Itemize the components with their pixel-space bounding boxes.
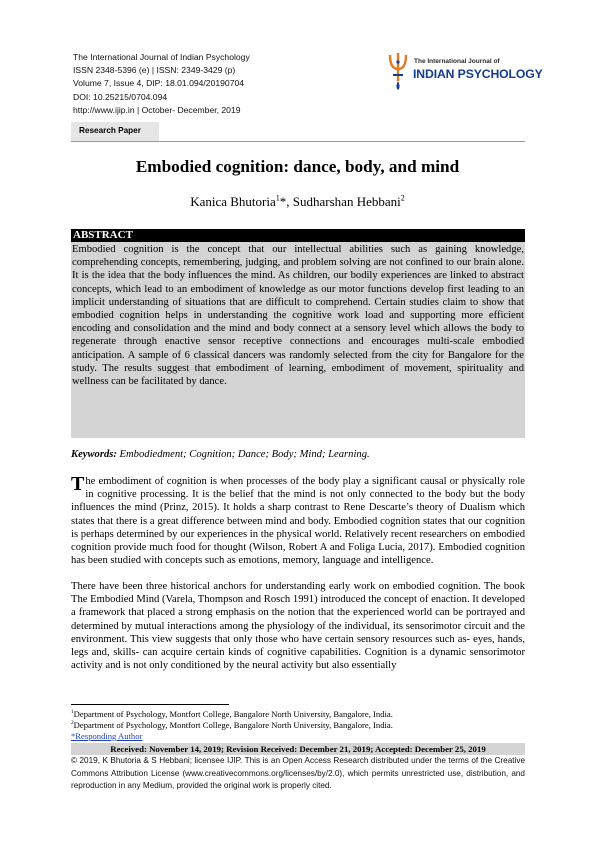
journal-logo <box>387 51 543 93</box>
body-paragraph-2: There have been three historical anchors for understanding early work on embodied cognition. The book The Embodied Mind (Varela, Thompson and Rosch 1991) introduced the concept of enaction. It developed a framework that placed a strong emphasis on the notion that the experienced world can be portrayed and determined by mutual interactions among the physiology of the individual, its sensorimotor circuit and the environment. This view suggests that only those who have certain sensory resources such as- eyes, hands, legs and, skills- can acquire certain kinds of cognitive capabilities. Cognition is a dynamic sensorimotor activity and is not only conditioned by the neural activity but also essentially <box>71 581 525 672</box>
keywords-label: Keywords: <box>71 449 117 460</box>
received-dates: Received: November 14, 2019; Revision Received: December 21, 2019; Accepted: December 25, 2019 <box>71 743 525 755</box>
footnote-1-num: 1 <box>71 709 74 716</box>
author-1-name: Kanica Bhutoria <box>190 194 276 209</box>
body-paragraph-1-text: he embodiment of cognition is when processes of the body play a significant causal or physically role in cognitive processing. It is the belief that the mind is not only connected to the body but the body influences the mind (Prinz, 2015). It holds a sharp contrast to Rene Descarte’s theory of Dualism which states that there is a great difference between mind and body. Embodied cognition states that our cognition is perhaps determined by our experiences in the physical world. Relatively recent researchers on embodied cognition provide much food for thought (Wilson, Robert A and Foliga Lucia, 2017). Embodied cognition has been studied with concepts such as emotions, memory, language and intelligence. <box>71 476 525 567</box>
author-1-mark: * <box>279 194 287 209</box>
journal-url: http://www.ijip.in | October- December, 2019 <box>73 104 241 115</box>
footnote-2-num: 2 <box>71 720 74 727</box>
journal-name: The International Journal of Indian Psychology <box>73 52 250 62</box>
author-2-name: Sudharshan Hebbani <box>292 194 401 209</box>
drop-cap: T <box>71 473 85 495</box>
logo-line1: The International Journal of <box>414 58 500 65</box>
author-list <box>0 194 595 210</box>
body-paragraph-1 <box>71 475 525 567</box>
footnote-2 <box>71 720 393 731</box>
logo-line2: INDIAN PSYCHOLOGY <box>413 67 543 81</box>
abstract-text: Embodied cognition is the concept that our intellectual abilities such as gaining knowledge, comprehending concepts, remembering, judging, and problem solving are not confined to our brain alone. It is the idea that the body influences the mind. As children, our bodily experiences are linked to abstract concepts, which lead to an embodiment of knowledge as our motor functions develop first leading to an implicit understanding of situations that are difficult to comprehend. Certain studies claim to show that embodied cognition helps in understanding the cognitive work load and supporting more efficient encoding and consolidation and the mind and body connect at a sensory level which allows the body to regenerate through enactive sensor receptive connections and encourages multi-scale embodied anticipation. A sample of 6 classical dancers was randomly selected from the city for Bangalore for the study. The results suggest that embodiment of learning, embodiment of movement, spirituality and wellness can be facilitated by dance. <box>72 244 524 388</box>
abstract-box <box>71 229 525 438</box>
article-type-label: Research Paper <box>79 126 141 135</box>
author-separator: , <box>286 194 293 209</box>
journal-volume: Volume 7, Issue 4, DIP: 18.01.094/20190704 <box>73 78 245 89</box>
trident-logo-icon <box>387 51 409 91</box>
journal-meta <box>73 51 250 117</box>
journal-issn: ISSN 2348-5396 (e) | ISSN: 2349-3429 (p) <box>73 65 236 76</box>
paper-title: Embodied cognition: dance, body, and mind <box>135 157 460 176</box>
responding-author[interactable] <box>71 731 142 742</box>
article-type-bar <box>71 122 525 143</box>
responding-author-link[interactable]: *Responding Author <box>71 731 143 741</box>
copyright-notice: © 2019, K Bhutoria & S Hebbani; licensee IJIP. This is an Open Access Research distributed under the terms of the Creative Commons Attribution License (www.creativecommons.org/licenses/by/2.0), which permits unrestricted use, distribution, and reproduction in any Medium, provided the original work is properly cited. <box>71 756 525 791</box>
footnote-1-text: Department of Psychology, Montfort College, Bangalore North University, Bangalore, India. <box>73 709 393 719</box>
journal-doi: DOI: 10.25215/0704.094 <box>73 91 168 102</box>
author-1-affil: 1 <box>275 193 280 203</box>
footnote-1 <box>71 709 393 720</box>
header-rule <box>71 141 525 142</box>
keywords <box>71 449 525 460</box>
footnote-rule <box>71 704 229 705</box>
author-2-affil: 2 <box>400 193 405 203</box>
abstract-heading: ABSTRACT <box>71 229 525 242</box>
footnote-2-text: Department of Psychology, Montfort College, Bangalore North University, Bangalore, India. <box>73 720 393 730</box>
keywords-text: Embodiedment; Cognition; Dance; Body; Mind; Learning. <box>116 449 370 460</box>
